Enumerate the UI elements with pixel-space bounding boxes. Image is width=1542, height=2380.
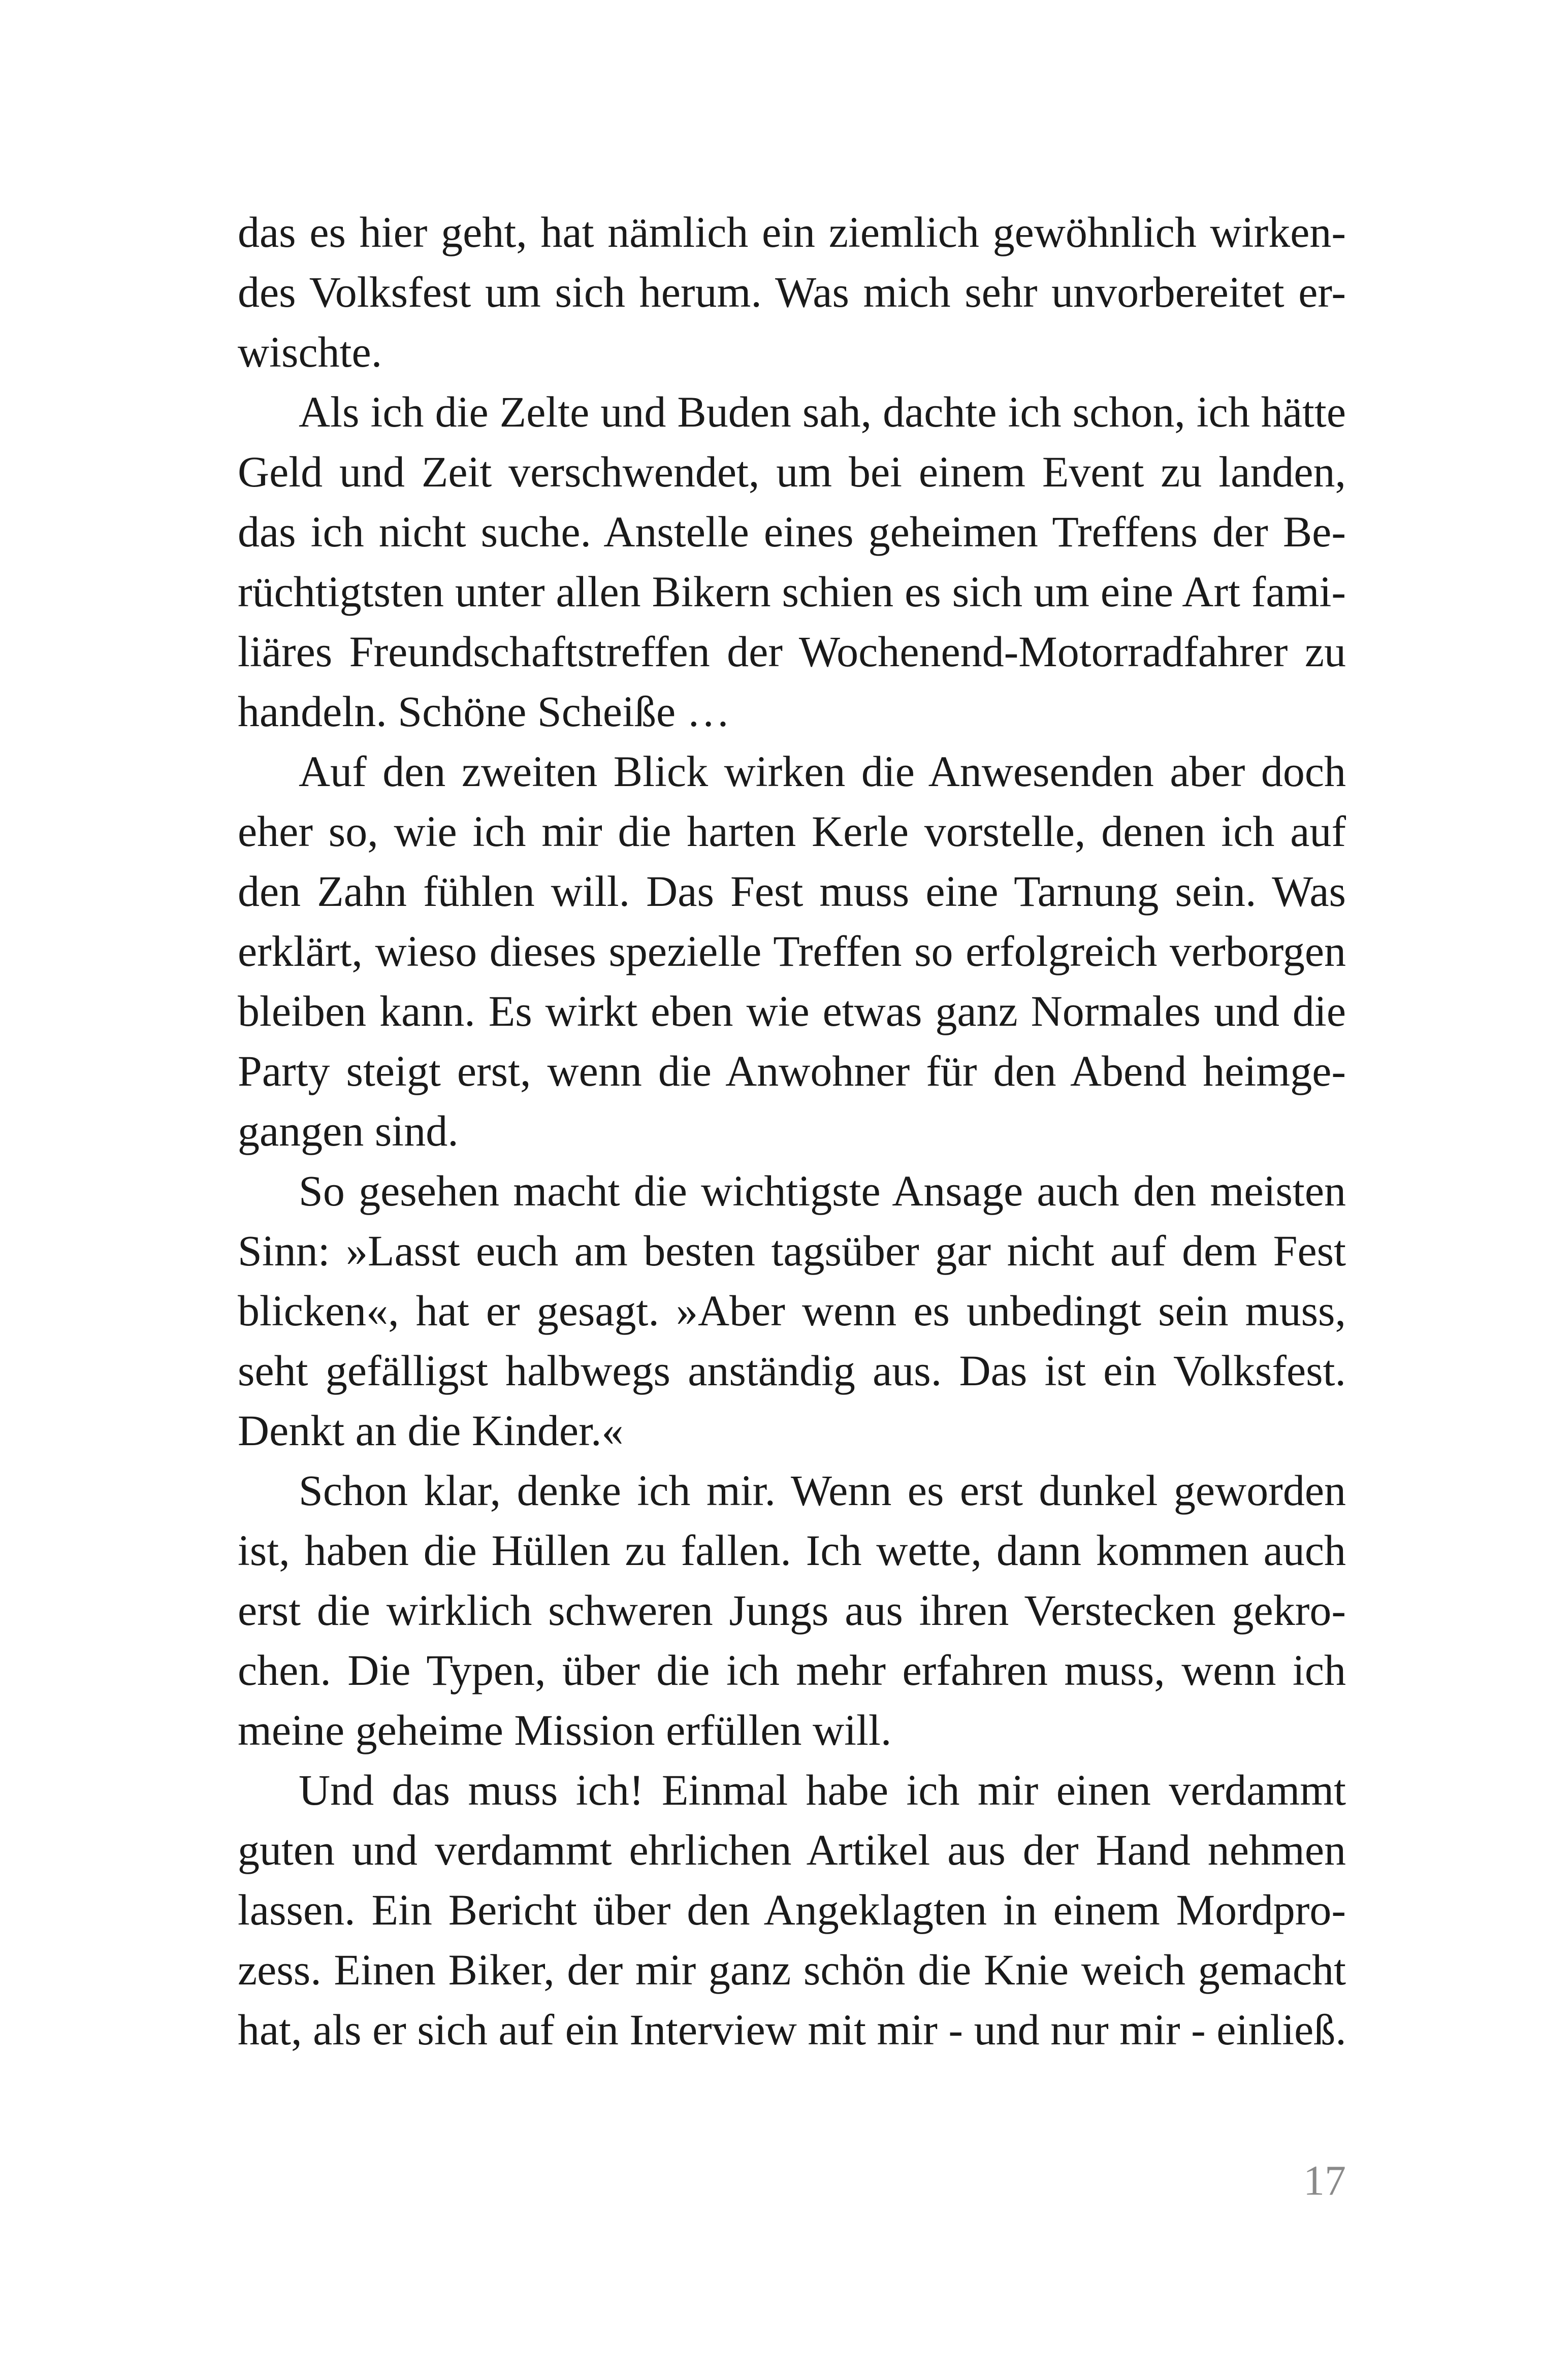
text-line: erst die wirklich schweren Jungs aus ihren Verstecken gekro- (238, 1586, 1346, 1635)
text-line: das es hier geht, hat nämlich ein ziemlich gewöhnlich wirken- (238, 208, 1346, 256)
text-line: meine geheime Mission erfüllen will. (238, 1706, 892, 1754)
paragraph-4 (238, 1161, 1346, 1460)
text-line: So gesehen macht die wichtigste Ansage auch den meisten (299, 1166, 1346, 1215)
text-line: Denkt an die Kinder.« (238, 1406, 624, 1455)
paragraph-6 (238, 1760, 1346, 2060)
text-line: Auf den zweiten Blick wirken die Anwesenden aber doch (299, 747, 1346, 796)
text-line: chen. Die Typen, über die ich mehr erfahren muss, wenn ich (238, 1646, 1346, 1694)
text-line: wischte. (238, 328, 382, 376)
text-line: handeln. Schöne Scheiße … (238, 687, 730, 736)
text-line: liäres Freundschaftstreffen der Wochenend-Motorradfahrer zu (238, 627, 1346, 676)
text-line: guten und verdammt ehrlichen Artikel aus der Hand nehmen (238, 1825, 1346, 1874)
body-text (238, 202, 1346, 2060)
text-line: lassen. Ein Bericht über den Angeklagten in einem Mordpro- (238, 1885, 1346, 1934)
paragraph-5 (238, 1460, 1346, 1760)
paragraph-1 (238, 202, 1346, 382)
text-line: hat, als er sich auf ein Interview mit mir - und nur mir - einließ. (238, 2005, 1346, 2054)
text-line: bleiben kann. Es wirkt eben wie etwas ganz Normales und die (238, 987, 1346, 1035)
text-line: das ich nicht suche. Anstelle eines geheimen Treffens der Be- (238, 507, 1346, 556)
text-line: Geld und Zeit verschwendet, um bei einem Event zu landen, (238, 447, 1346, 496)
text-line: Party steigt erst, wenn die Anwohner für den Abend heimge- (238, 1047, 1346, 1095)
text-line: Schon klar, denke ich mir. Wenn es erst dunkel geworden (299, 1466, 1346, 1515)
text-line: blicken«, hat er gesagt. »Aber wenn es unbedingt sein muss, (238, 1286, 1346, 1335)
text-line: ist, haben die Hüllen zu fallen. Ich wette, dann kommen auch (238, 1526, 1346, 1575)
paragraph-3 (238, 741, 1346, 1161)
text-line: seht gefälligst halbwegs anständig aus. Das ist ein Volksfest. (238, 1346, 1346, 1395)
paragraph-2 (238, 382, 1346, 741)
text-line: gangen sind. (238, 1106, 459, 1155)
text-line: den Zahn fühlen will. Das Fest muss eine Tarnung sein. Was (238, 867, 1346, 916)
page-number: 17 (1303, 2157, 1346, 2204)
text-line: Als ich die Zelte und Buden sah, dachte ich schon, ich hätte (299, 387, 1346, 436)
text-line: zess. Einen Biker, der mir ganz schön die Knie weich gemacht (238, 1945, 1346, 1994)
text-line: rüchtigtsten unter allen Bikern schien es sich um eine Art fami- (238, 567, 1346, 616)
text-line: des Volksfest um sich herum. Was mich sehr unvorbereitet er- (238, 268, 1346, 316)
text-line: Und das muss ich! Einmal habe ich mir einen verdammt (299, 1766, 1346, 1814)
text-line: Sinn: »Lasst euch am besten tagsüber gar nicht auf dem Fest (238, 1226, 1346, 1275)
text-line: erklärt, wieso dieses spezielle Treffen so erfolgreich verborgen (238, 927, 1346, 975)
text-line: eher so, wie ich mir die harten Kerle vorstelle, denen ich auf (238, 807, 1346, 856)
